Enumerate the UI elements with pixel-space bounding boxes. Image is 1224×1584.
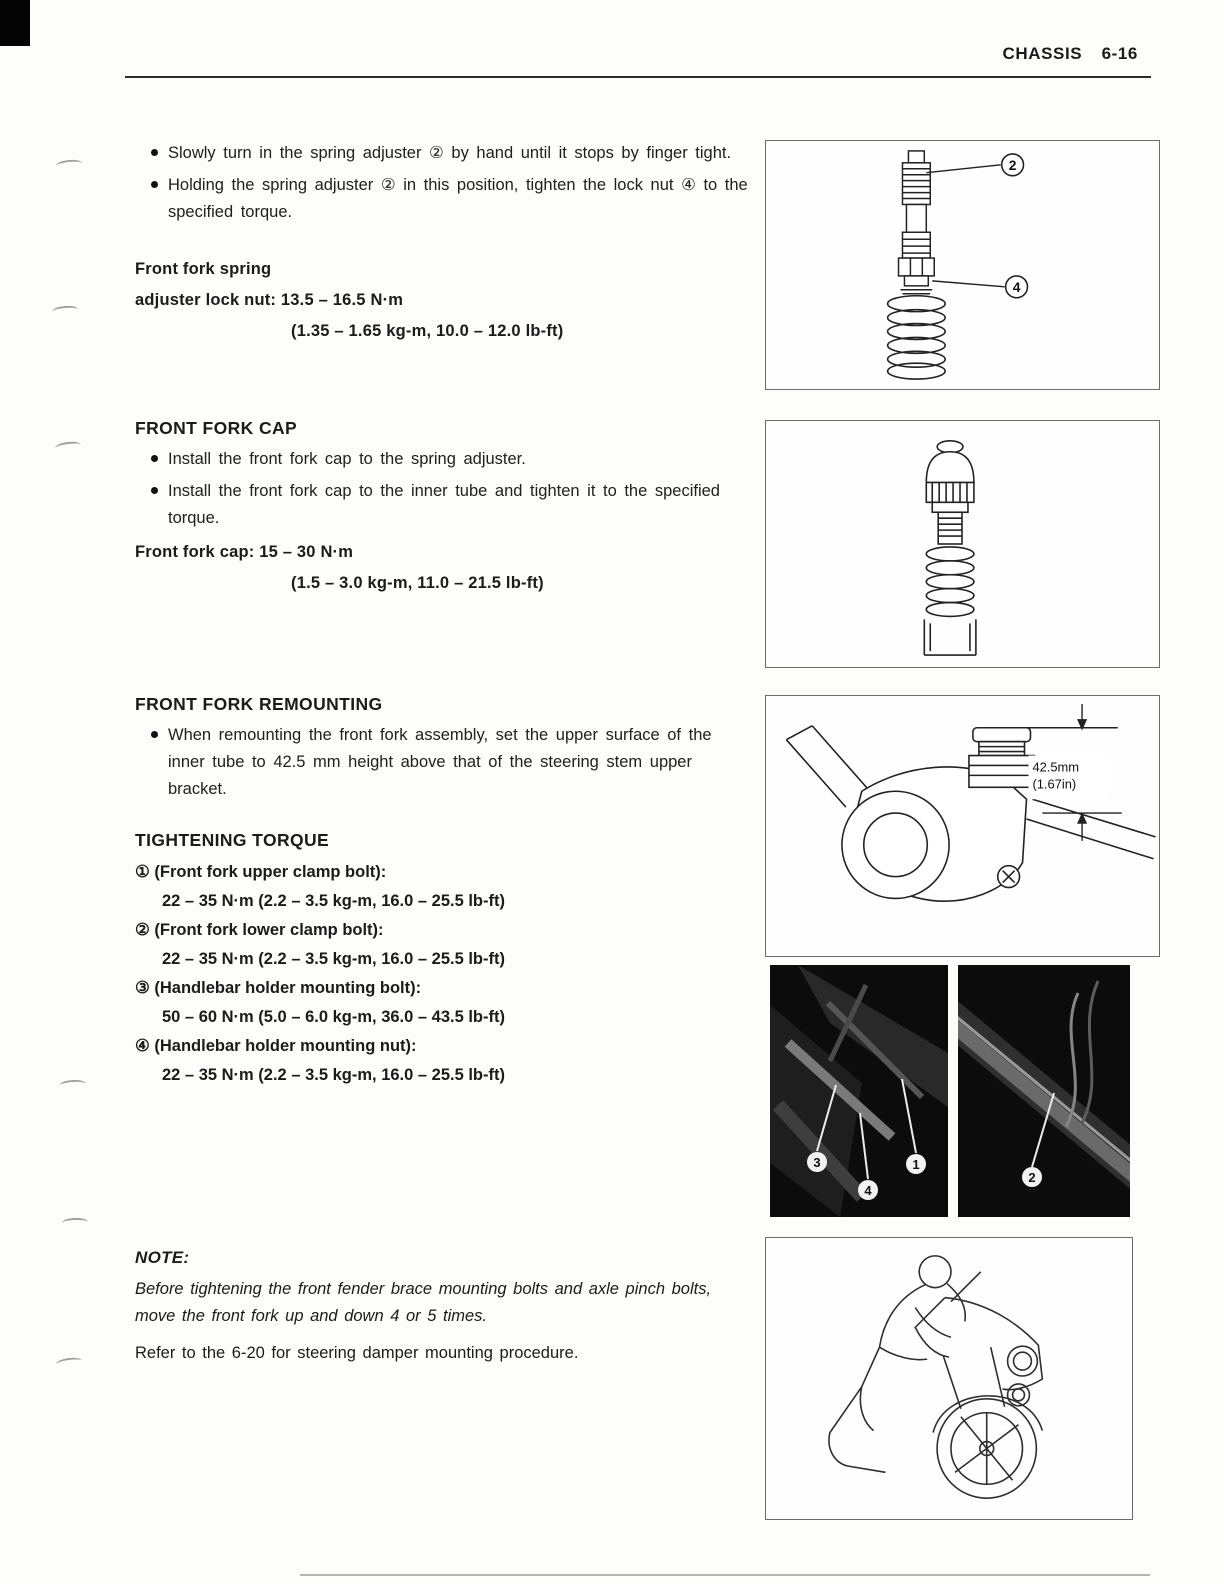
section-title: FRONT FORK CAP [135, 418, 298, 438]
adjuster-instructions [135, 140, 755, 231]
list-item [135, 172, 755, 226]
section-title: FRONT FORK REMOUNTING [135, 694, 383, 714]
torque-label: ② (Front fork lower clamp bolt): [135, 921, 384, 939]
callout-1-label: 1 [912, 1157, 920, 1172]
torque-value: 22 – 35 N·m (2.2 – 3.5 kg-m, 16.0 – 25.5 lb-ft) [162, 892, 505, 910]
front-fork-remounting-section [135, 694, 755, 808]
figure-front-fork-cap [765, 420, 1160, 668]
header-chassis-label: CHASSIS [1002, 44, 1083, 63]
callout-3 [807, 1152, 827, 1172]
spring-adjuster-drawing [766, 141, 1159, 389]
list-item [135, 478, 755, 532]
tightening-torque-section [135, 830, 755, 1090]
callout-4-label: 4 [1012, 278, 1021, 295]
scan-mark [56, 1356, 83, 1369]
refer-note: Refer to the 6-20 for steering damper mounting procedure. [135, 1344, 579, 1362]
bullet-dot [151, 455, 158, 462]
torque-label: ③ (Handlebar holder mounting bolt): [135, 979, 422, 997]
spring-adjuster-torque-spec [135, 254, 755, 347]
clamp-bolts-photo [770, 965, 948, 1217]
callout-2-label: 2 [1008, 156, 1017, 173]
list-item [135, 722, 755, 803]
torque-value: 22 – 35 N·m (2.2 – 3.5 kg-m, 16.0 – 25.5 lb-ft) [162, 1066, 505, 1084]
section-title: TIGHTENING TORQUE [135, 830, 330, 850]
front-fork-cap-section [135, 418, 755, 537]
page-corner-mark [0, 0, 30, 46]
instruction-text: Install the front fork cap to the spring adjuster. [168, 450, 526, 468]
header-rule [125, 76, 1151, 78]
bullet-dot [151, 181, 158, 188]
torque-label: ① (Front fork upper clamp bolt): [135, 863, 387, 881]
figure-fork-pumping [765, 1237, 1133, 1520]
callout-1 [906, 1154, 926, 1174]
instruction-text: Install the front fork cap to the inner tube and tighten it to the specified torque. [168, 482, 720, 527]
spec-line: adjuster lock nut: 13.5 – 16.5 N·m [135, 291, 404, 309]
torque-value: 22 – 35 N·m (2.2 – 3.5 kg-m, 16.0 – 25.5 lb-ft) [162, 950, 505, 968]
dimension-label-in: (1.67in) [1032, 776, 1077, 792]
scan-mark [62, 1218, 88, 1228]
fork-remounting-drawing [766, 696, 1159, 956]
spec-line: Front fork spring [135, 260, 272, 278]
bullet-dot [151, 487, 158, 494]
bullet-dot [151, 149, 158, 156]
figure-spring-adjuster [765, 140, 1160, 390]
callout-2 [1022, 1167, 1042, 1187]
page-bottom-edge [300, 1574, 1150, 1576]
spec-line: Front fork cap: 15 – 30 N·m [135, 543, 354, 561]
dimension-label-mm: 42.5mm [1032, 759, 1080, 775]
callout-3-label: 3 [813, 1155, 821, 1170]
header-page-number: 6-16 [1101, 44, 1138, 63]
spec-line: (1.5 – 3.0 kg-m, 11.0 – 21.5 lb-ft) [291, 574, 544, 592]
list-item [135, 446, 755, 473]
torque-item [135, 858, 755, 916]
scan-mark [60, 1079, 86, 1089]
torque-label: ④ (Handlebar holder mounting nut): [135, 1037, 417, 1055]
fork-cap-drawing [766, 421, 1159, 667]
spec-line: (1.35 – 1.65 kg-m, 10.0 – 12.0 lb-ft) [291, 322, 564, 340]
photo-lower-clamp-bolt [958, 965, 1130, 1217]
callout-4-label: 4 [864, 1183, 872, 1198]
note-section [135, 1248, 755, 1330]
torque-item [135, 916, 755, 974]
fork-pumping-drawing [766, 1238, 1132, 1519]
page-header [988, 44, 1138, 64]
note-body: Before tightening the front fender brace mounting bolts and axle pinch bolts, move the front fork up and down 4 or 5 times. [135, 1280, 712, 1325]
fork-cap-torque-spec [135, 537, 755, 599]
callout-4 [858, 1180, 878, 1200]
callout-2-label: 2 [1028, 1170, 1036, 1185]
lower-clamp-photo [958, 965, 1130, 1217]
scan-mark [52, 305, 79, 316]
bullet-dot [151, 731, 158, 738]
callout-2 [926, 154, 1023, 176]
note-title: NOTE: [135, 1248, 190, 1267]
callout-4 [932, 276, 1027, 298]
torque-item [135, 974, 755, 1032]
scan-mark [55, 440, 82, 452]
instruction-text: When remounting the front fork assembly, set the upper surface of the inner tube to 42.5 mm height above that of the steering stem upper bracket. [168, 726, 712, 798]
scan-mark [56, 159, 83, 171]
figure-fork-remounting [765, 695, 1160, 957]
instruction-text: Holding the spring adjuster ② in this position, tighten the lock nut ④ to the specified torque. [168, 176, 748, 221]
instruction-text: Slowly turn in the spring adjuster ② by hand until it stops by finger tight. [168, 144, 732, 162]
torque-value: 50 – 60 N·m (5.0 – 6.0 kg-m, 36.0 – 43.5 lb-ft) [162, 1008, 505, 1026]
photo-clamp-bolts [770, 965, 948, 1217]
torque-item [135, 1032, 755, 1090]
list-item [135, 140, 755, 167]
